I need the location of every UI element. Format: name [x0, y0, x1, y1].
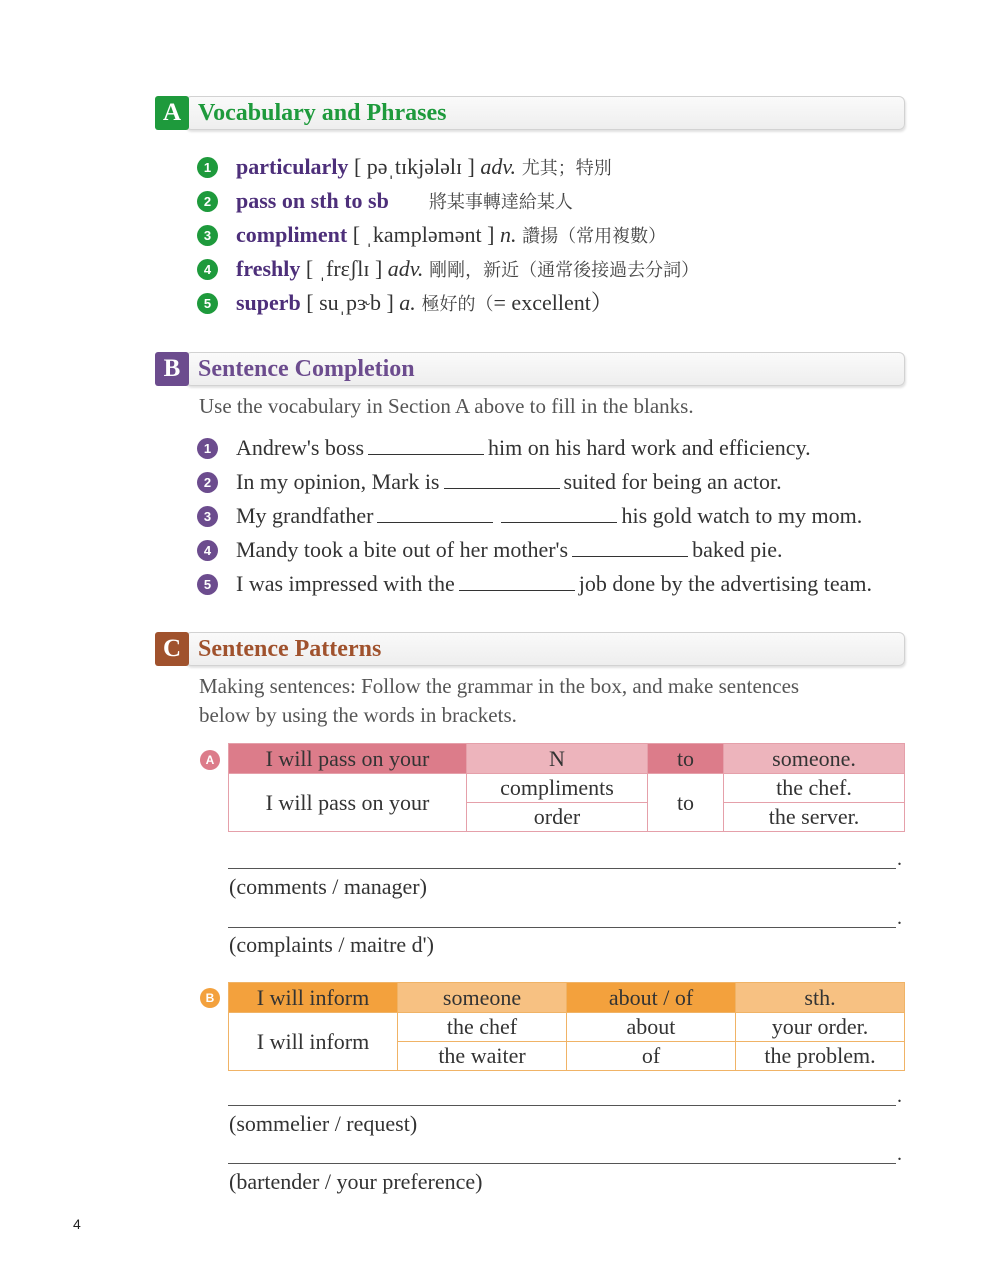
completion-number: 5 [197, 574, 218, 595]
section-a-letter: A [155, 96, 189, 130]
vocab-pos: adv. [480, 154, 517, 179]
answer-line[interactable] [228, 1163, 896, 1164]
table-header-cell: about / of [567, 983, 736, 1013]
vocab-number: 4 [197, 259, 218, 280]
completion-number: 4 [197, 540, 218, 561]
answer-line[interactable] [228, 927, 896, 928]
table-cell: order [467, 803, 648, 832]
completion-after: him on his hard work and efficiency. [488, 435, 811, 460]
table-header-cell: sth. [736, 983, 905, 1013]
vocab-phonetic: [ pəˌtɪkjələlɪ ] [348, 154, 481, 179]
pattern-b-table [228, 982, 905, 1071]
pattern-a-hint-1: (comments / manager) [229, 874, 427, 899]
table-row [229, 774, 905, 803]
pattern-a-hint-2: (complaints / maitre d') [229, 932, 434, 957]
vocab-number: 5 [197, 293, 218, 314]
pattern-b-label: B [200, 988, 220, 1008]
vocab-phonetic: [ ˌkampləmənt ] [347, 222, 500, 247]
vocab-word: pass on sth to sb [236, 188, 389, 213]
table-cell: I will pass on your [229, 774, 467, 832]
completion-after: job done by the advertising team. [578, 571, 872, 596]
vocab-item-5 [197, 288, 613, 318]
vocab-phonetic: [ suˌpɝb ] [300, 290, 400, 315]
section-a-title: Vocabulary and Phrases [198, 100, 447, 126]
table-header-cell: I will pass on your [229, 744, 467, 774]
table-cell: the chef. [724, 774, 905, 803]
vocab-meaning: 將某事轉達給某人 [428, 192, 573, 213]
vocab-word: superb [236, 290, 301, 315]
section-c-instruction-line1: Making sentences: Follow the grammar in the box, and make sentences [199, 674, 800, 698]
answer-period: . [897, 1143, 902, 1165]
table-cell: your order. [736, 1013, 905, 1042]
pattern-a-table [228, 743, 905, 832]
table-header-cell: N [467, 744, 648, 774]
completion-after: baked pie. [692, 537, 783, 562]
completion-before: Mandy took a bite out of her mother's [236, 537, 569, 562]
vocab-number: 3 [197, 225, 218, 246]
table-cell: the waiter [398, 1042, 567, 1071]
vocab-item-2 [197, 186, 573, 216]
completion-before: My grandfather [236, 503, 374, 528]
completion-item-3 [197, 500, 862, 530]
vocab-word: freshly [236, 256, 301, 281]
vocab-meaning: 尤其；特別 [516, 158, 612, 179]
answer-period: . [897, 1085, 902, 1107]
vocab-number: 1 [197, 157, 218, 178]
vocab-equivalent: = excellent） [493, 290, 613, 315]
vocab-word: particularly [236, 154, 349, 179]
completion-number: 2 [197, 472, 218, 493]
completion-item-4 [197, 534, 782, 564]
table-header-cell: to [648, 744, 724, 774]
table-cell: the problem. [736, 1042, 905, 1071]
vocab-number: 2 [197, 191, 218, 212]
table-row [229, 1013, 905, 1042]
vocab-meaning: 極好的（ [415, 294, 494, 315]
completion-before: I was impressed with the [236, 571, 455, 596]
answer-line[interactable] [228, 1105, 896, 1106]
pattern-a-label: A [200, 750, 220, 770]
section-a-header [155, 96, 905, 130]
section-c-title: Sentence Patterns [198, 636, 382, 662]
vocab-meaning: 讚揚（常用複數） [516, 226, 667, 247]
section-b-header [155, 352, 905, 386]
section-b-title: Sentence Completion [198, 356, 415, 382]
completion-item-5 [197, 568, 872, 598]
pattern-b-hint-2: (bartender / your preference) [229, 1169, 483, 1194]
table-cell: the chef [398, 1013, 567, 1042]
vocab-meaning: 剛剛，新近（通常後接過去分詞） [423, 260, 700, 281]
answer-period: . [897, 907, 902, 929]
table-header-cell: someone [398, 983, 567, 1013]
table-header-cell: I will inform [229, 983, 398, 1013]
section-c-letter: C [155, 632, 189, 666]
vocab-item-3 [197, 220, 666, 250]
section-c-instruction-line2: below by using the words in brackets. [199, 703, 517, 727]
section-b-letter: B [155, 352, 189, 386]
table-cell: I will inform [229, 1013, 398, 1071]
vocab-phonetic: [ ˌfrɛʃlɪ ] [300, 256, 388, 281]
table-cell: compliments [467, 774, 648, 803]
vocab-pos: a. [399, 290, 416, 315]
answer-blank[interactable] [501, 500, 617, 523]
answer-line[interactable] [228, 868, 896, 869]
answer-period: . [897, 848, 902, 870]
section-b-instruction: Use the vocabulary in Section A above to fill in the blanks. [199, 394, 694, 418]
section-c-header [155, 632, 905, 666]
answer-blank[interactable] [459, 568, 575, 591]
table-header-cell: someone. [724, 744, 905, 774]
answer-blank[interactable] [368, 432, 484, 455]
completion-after: suited for being an actor. [563, 469, 782, 494]
table-row [229, 983, 905, 1013]
table-row [229, 744, 905, 774]
vocab-pos: adv. [387, 256, 424, 281]
completion-item-1 [197, 432, 811, 462]
completion-item-2 [197, 466, 782, 496]
vocab-item-1 [197, 152, 612, 182]
completion-before: In my opinion, Mark is [236, 469, 440, 494]
completion-number: 1 [197, 438, 218, 459]
vocab-item-4 [197, 254, 699, 284]
completion-before: Andrew's boss [236, 435, 365, 460]
completion-after: his gold watch to my mom. [621, 503, 863, 528]
answer-blank[interactable] [444, 466, 560, 489]
answer-blank[interactable] [377, 500, 493, 523]
answer-blank[interactable] [572, 534, 688, 557]
table-cell: about [567, 1013, 736, 1042]
table-cell: the server. [724, 803, 905, 832]
table-cell: of [567, 1042, 736, 1071]
vocab-word: compliment [236, 222, 348, 247]
page-number: 4 [73, 1216, 81, 1232]
table-cell: to [648, 774, 724, 832]
vocab-pos: n. [499, 222, 517, 247]
completion-number: 3 [197, 506, 218, 527]
pattern-b-hint-1: (sommelier / request) [229, 1111, 418, 1136]
